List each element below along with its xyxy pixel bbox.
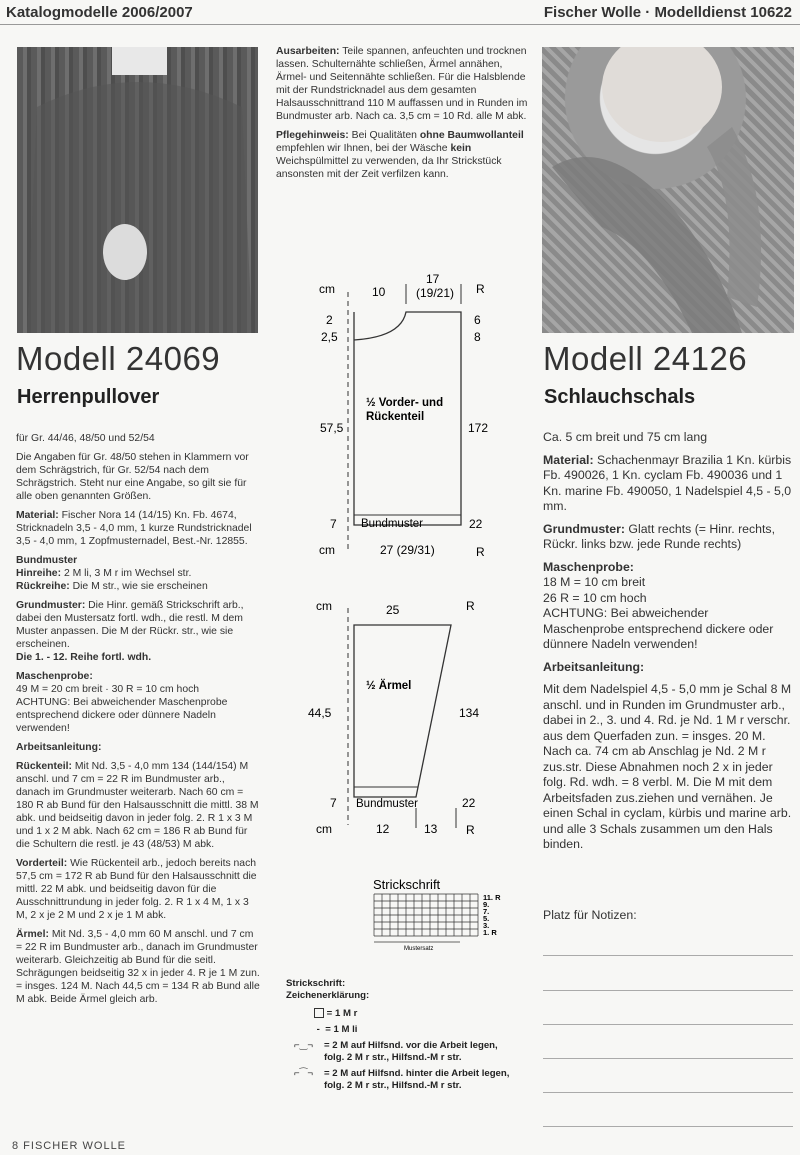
sweater-photo [17, 47, 258, 333]
r-label-bottom: R [466, 823, 475, 837]
note-line [543, 1024, 793, 1025]
chart-row-label: 11. R [483, 893, 501, 902]
dim-right-8: 8 [474, 330, 481, 344]
size-info: für Gr. 44/46, 48/50 und 52/54 [16, 433, 155, 444]
chart-row-label: 3. [483, 921, 490, 930]
bund-label: Bundmuster [356, 798, 419, 810]
piece-label-2: Rückenteil [366, 411, 425, 423]
note-line [543, 1092, 793, 1093]
dash-icon: - [314, 1024, 323, 1035]
piece-label: ½ Ärmel [366, 680, 412, 692]
page-header [0, 0, 800, 26]
dim-left-2: 2 [326, 313, 333, 327]
square-icon [314, 1008, 324, 1018]
dim-right-134: 134 [459, 706, 480, 720]
r-label-top: R [476, 282, 485, 296]
chart-row-label: 5. [483, 914, 490, 923]
cm-label-top: cm [316, 599, 332, 613]
dim-left-575: 57,5 [320, 421, 344, 435]
catalog-label: Katalogmodelle 2006/2007 [6, 4, 193, 21]
model-subtitle-right: Schlauchschals [544, 386, 696, 408]
dim-right-6: 6 [474, 313, 481, 327]
body-schematic [276, 262, 536, 567]
chart-row-label: 1. R [483, 928, 497, 937]
material-paragraph: Material: Schachenmayr Brazilia 1 Kn. kürbis Fb. 490026, 1 Kn. cyclam Fb. 490036 und 1 Kn. marine Fb. 490050, 1 Nadelspiel 4,5 - 5,0 mm. [543, 452, 792, 513]
dim-right-22: 22 [469, 517, 483, 531]
cable-back-icon: ⌐⁀¬ [294, 1068, 313, 1079]
service-label: Fischer Wolle · Modelldienst 10622 [543, 4, 792, 21]
grundmuster-paragraph: Grundmuster: Die Hinr. gemäß Strickschrift arb., dabei den Mustersatz fortl. wdh., die restl. M dem Muster anpassen. Die M der Rückr. str., wie sie erscheinen. Die 1. - 12. Reihe fortl. wdh. [16, 600, 244, 663]
dim-left-25: 2,5 [321, 330, 338, 344]
bund-label: Bundmuster [361, 518, 424, 530]
bundmuster-paragraph: Bundmuster Hinreihe: 2 M li, 3 M r im Wechsel str. Rückreihe: Die M str., wie sie erscheinen [16, 555, 208, 592]
model-title-left: Modell 24069 [16, 340, 221, 377]
sleeve-schematic [276, 593, 536, 843]
dim-bottom-width: 27 (29/31) [380, 543, 435, 557]
piece-label-1: ½ Vorder- und [366, 397, 444, 409]
aermel-paragraph: Ärmel: Mit Nd. 3,5 - 4,0 mm 60 M anschl. und 7 cm = 22 R im Bundmuster arb., danach im Grundmuster weiterarb. Gleichzeitig ab Bund für die seitl. Schrägungen beidseitig 32 x in jeder 4. R je 1 M zun. = insges. 124 M. Nach 44,5 cm = 134 R ab Bund alle M abk. Beide Ärmel gleich arb. [16, 929, 260, 1005]
chart-row-label: 7. [483, 907, 490, 916]
maschenprobe-paragraph: Maschenprobe: 18 M = 10 cm breit 26 R = 10 cm hoch ACHTUNG: Bei abweichender Maschenprobe entsprechend dickere oder dünnere Nadeln verwenden! [543, 559, 774, 651]
chart-row-label: 9. [483, 900, 490, 909]
legend-title-1: Strickschrift: [286, 978, 346, 989]
dim-bottom-13: 13 [424, 822, 438, 836]
legend-row-cable-front: ⌐‿¬ = 2 M auf Hilfsnd. vor die Arbeit legen, folg. 2 M r str., Hilfsnd.-M r str. [294, 1040, 498, 1063]
chart-title: Strickschrift [373, 877, 441, 892]
dim-shoulder-sizes: (19/21) [416, 286, 455, 300]
chart-legend [286, 978, 536, 1092]
left-instructions [16, 432, 261, 1012]
legend-row-purl: - = 1 M li [314, 1024, 358, 1035]
dim-left-7: 7 [330, 517, 337, 531]
knitting-chart [276, 872, 536, 952]
note-line [543, 990, 793, 991]
arbeitsanleitung-paragraph: Mit dem Nadelspiel 4,5 - 5,0 mm je Schal 8 M anschl. und in Runden im Grundmuster arb., dabei in 2., 3. und 4. Rd. je Nd. 1 M r verschr. aus dem Querfaden zun. = insges. 20 M. Nach ca. 74 cm ab Anschlag je Nd. 2 M r zus.str. Diese Abnahmen noch 2 x in jeder folg. Rd. wdh. = 8 verbl. M. Die M mit dem Arbeitsfaden zus.ziehen und vernähen. Je einen Schal in cyclam, kürbis und marine arb. und alle 3 Schals zusammen um den Hals binden. [543, 682, 792, 851]
cm-label-top: cm [319, 282, 335, 296]
header-divider [0, 24, 800, 25]
size-note: Die Angaben für Gr. 48/50 stehen in Klammern vor dem Schrägstrich, für Gr. 52/54 nach dem Schrägstrich. Steht nur eine Angabe, so gilt sie für alle oben genannten Größen. [16, 452, 249, 502]
r-label-bottom: R [476, 545, 485, 559]
material-paragraph: Material: Fischer Nora 14 (14/15) Kn. Fb. 4674, Stricknadeln 3,5 - 4,0 mm, 1 kurze Rundstricknadel 3,5 - 4,0 mm, 1 Zopfmusternadel, Best.-Nr. 12855. [16, 510, 252, 547]
legend-row-cable-back: ⌐⁀¬ = 2 M auf Hilfsnd. hinter die Arbeit legen, folg. 2 M r str., Hilfsnd.-M r str. [294, 1068, 510, 1091]
note-line [543, 1058, 793, 1059]
note-line [543, 955, 793, 956]
r-label-top: R [466, 599, 475, 613]
maschenprobe-paragraph: Maschenprobe: 49 M = 20 cm breit · 30 R = 10 cm hoch ACHTUNG: Bei abweichender Maschenprobe entsprechend dickere oder dünnere Nadeln verwenden! [16, 671, 228, 734]
ausarbeiten-paragraph: Ausarbeiten: Teile spannen, anfeuchten und trocknen lassen. Schulternähte schließen, Ärmel annähen, Ärmel- und Seitennähte schließen. Für die Halsblende mit der Rundstricknadel aus dem gesamten Halsausschnittrand 110 M auffassen und in Runden im Bundmuster arb. Nach ca. 3,5 cm = 10 Rd. alle M abk. [276, 46, 528, 122]
notes-heading: Platz für Notizen: [543, 908, 637, 922]
arbeitsanleitung-heading: Arbeitsanleitung: [543, 659, 645, 674]
cable-front-icon: ⌐‿¬ [294, 1040, 313, 1051]
vorderteil-paragraph: Vorderteil: Wie Rückenteil arb., jedoch bereits nach 57,5 cm = 172 R ab Bund für den Halsausschnitt die mittl. 22 M abk. und beidseitig davon für die Ausschnittrundung in jeder folg. 2. R 1 x 4 M, 1 x 3 M, 2 x je 2 M und 2 x je 1 M abk. [16, 858, 257, 921]
dim-bottom-12: 12 [376, 822, 390, 836]
note-line [543, 1126, 793, 1127]
scarf-photo [542, 47, 794, 333]
dim-right-172: 172 [468, 421, 489, 435]
grundmuster-paragraph: Grundmuster: Glatt rechts (= Hinr. rechts, Rückr. links bzw. jede Runde rechts) [543, 521, 775, 551]
legend-row-knit: = 1 M r [314, 1008, 536, 1020]
cm-label-bottom: cm [316, 822, 332, 836]
rueckenteil-paragraph: Rückenteil: Mit Nd. 3,5 - 4,0 mm 134 (144/154) M anschl. und 7 cm = 22 R im Bundmuster arb., danach im Grundmuster weiterarb. Nach 60 cm = 180 R ab Bund für den Halsausschnitt die mittl. 38 M abk. und beidseitig davon in jeder folg. 2. R 1 x 3 M und 1 x 2 M abk. Nach 62 cm = 186 R ab Bund für die Schultern die restl. je 43 (48/53) M abk. [16, 761, 259, 850]
model-subtitle-left: Herrenpullover [17, 386, 160, 408]
scarf-size: Ca. 5 cm breit und 75 cm lang [543, 430, 708, 444]
dim-right-22: 22 [462, 796, 476, 810]
cm-label-bottom: cm [319, 543, 335, 557]
dim-top-width: 25 [386, 603, 400, 617]
dim-left-445: 44,5 [308, 706, 332, 720]
page-footer: 8 FISCHER WOLLE [12, 1140, 127, 1152]
model-title-right: Modell 24126 [543, 340, 748, 377]
arbeitsanleitung-heading: Arbeitsanleitung: [16, 742, 102, 753]
dim-neck-width: 10 [372, 285, 386, 299]
dim-shoulder-width: 17 [426, 272, 440, 286]
middle-instructions [276, 45, 531, 187]
pflege-paragraph: Pflegehinweis: Bei Qualitäten ohne Baumwollanteil empfehlen wir Ihnen, bei der Wäsche kein Weichspülmittel zu verwenden, da Ihr Strickstück ansonsten mit der Zeit verfilzen kann. [276, 130, 524, 180]
right-instructions [543, 430, 793, 860]
legend-title-2: Zeichenerklärung: [286, 990, 370, 1001]
dim-left-7: 7 [330, 796, 337, 810]
mustersatz-label: Mustersatz [404, 946, 434, 952]
